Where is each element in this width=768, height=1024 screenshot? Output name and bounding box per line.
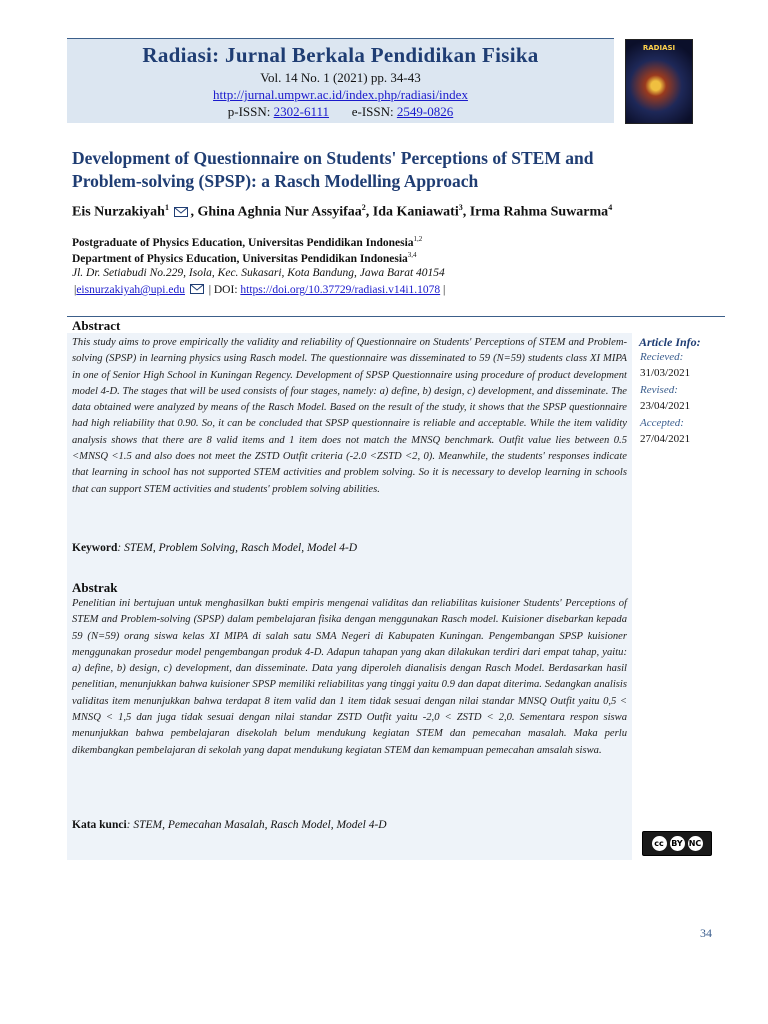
affiliation-text: Department of Physics Education, Universitas Pendidikan Indonesia — [72, 252, 408, 265]
nc-icon: NC — [688, 836, 703, 851]
affiliation-sup: 3,4 — [407, 251, 417, 259]
abstract-text: This study aims to prove empirically the validity and reliability of Questionnaire on Students' Perceptions of STEM and Problem-solving (SPSP) in learning physics using Rasch model. The questionnaire was disseminated to 59 (N=59) students class XI MIPA in one of Senior High School in Kuningan Regency. Development of SPSP Questionnaire using procedure of product development model 4-D. The stages that will be used consists of four stages, namely: a) define, b) design, c) development, and disseminate. The data obtained were analyzed by means of the Rasch Model. Based on the result of the study, it shows that the SPSP questionnaire had high reliability that 0.90. So, it can be concluded that SPSP questionnaire is reliable and acceptable. While the item validity analysis shows that there are 8 valid items and 1 item does not match the MNSQ benchmark. Outfit value lies between 0.5 <MNSQ <1.5 and also does not meet the ZSTD Outfit criteria (-2.0 <ZSTD <2, 0). Meanwhile, the students' responses indicate that learning in school has not supported STEM activities and problem solving. So it is necessary to develop learning in schools that can support STEM activities and students' problem solving abilities. — [72, 337, 627, 495]
paper-title-line1: Development of Questionnaire on Students' Perceptions of STEM and — [72, 148, 594, 168]
accepted-label: Accepted: — [640, 417, 684, 429]
issn-line — [67, 104, 614, 120]
affiliation-1 — [72, 235, 422, 249]
section-divider — [67, 316, 725, 317]
kata-kunci-label: Kata kunci — [72, 819, 127, 831]
affiliation-2 — [72, 251, 417, 265]
journal-header — [67, 38, 614, 123]
affiliation-text: Postgraduate of Physics Education, Universitas Pendidikan Indonesia — [72, 236, 414, 249]
paper-title-line2: Problem-solving (SPSP): a Rasch Modelling Approach — [72, 171, 479, 191]
received-label: Recieved: — [640, 351, 684, 363]
cc-icon: cc — [652, 836, 667, 851]
paper-title — [72, 147, 672, 193]
doi-label: | DOI: — [205, 284, 241, 296]
author-list — [72, 203, 732, 221]
mail-icon[interactable] — [174, 207, 188, 217]
abstrak-text: Penelitian ini bertujuan untuk menghasilkan bukti empiris mengenai validitas dan reliabilitas kuisioner Students' Perceptions of STEM and Problem-solving (SPSP) dalam pembelajaran fisika dengan menggunakan Rasch model. Kuisioner disebarkan kepada 59 (N=59) orang siswa kelas XI MIPA di salah satu SMA Negeri di Kabupaten Kuningan. Pengembangan SPSP kuisioner menggunakan prosedur model pengembangan produk 4-D. Adapun tahapan yang akan dilakukan terdiri dari empat tahap, yaitu: a) define, b) design, c) development, dan disseminate. Data yang diperoleh dianalisis dengan Rasch Model. Berdasarkan hasil penelitian, menunjukkan bahwa kuisioner SPSP memiliki reliabilitas yang tinggi yaitu 0.9 dan dapat diterima. Sedangkan analisis validitas item menunjukkan bahwa terdapat 8 item valid dan 1 item tidak sesuai dengan nilai standar MNSQ Outfit yaitu 0,5 < MNSQ < 1,5 dan juga tidak sesuai dengan nilai standar ZSTD Outfit yaitu -2,0 < ZSTD < 2,0. Sementara respon siswa menunjukkan bahwa pembelajaran disekolah belum mendukung kegiatan STEM dan pemecahan masalah. Maka perlu dikembangkan pembelajaran di sekolah yang dapat mendukung kegiatan STEM dan kemampuan pemecahan amsalah siswa. — [72, 598, 627, 756]
creative-commons-badge[interactable] — [642, 831, 712, 856]
abstrak-heading: Abstrak — [72, 580, 118, 595]
mail-icon[interactable] — [190, 284, 204, 294]
contact-suffix: | — [440, 284, 446, 296]
author-name: Eis Nurzakiyah — [72, 204, 165, 220]
article-info-panel — [634, 333, 726, 860]
eissn-label: e-ISSN: — [351, 104, 397, 119]
keywords — [72, 542, 357, 554]
doi-link[interactable]: https://doi.org/10.37729/radiasi.v14i1.1078 — [240, 284, 441, 296]
by-icon: BY — [670, 836, 685, 851]
revised-date: 23/04/2021 — [640, 400, 691, 412]
journal-title: Radiasi: Jurnal Berkala Pendidikan Fisika — [142, 43, 539, 67]
kata-kunci-values: : STEM, Pemecahan Masalah, Rasch Model, Model 4-D — [126, 819, 387, 831]
abstract-heading: Abstract — [72, 318, 121, 333]
pissn-label: p-ISSN: — [227, 104, 274, 119]
affiliation-sup: 1,2 — [413, 235, 423, 243]
pissn-link[interactable]: 2302-6111 — [273, 104, 329, 119]
email-link[interactable]: eisnurzakiyah@upi.edu — [76, 284, 185, 296]
author-sup: 4 — [608, 203, 613, 212]
page-number: 34 — [700, 926, 712, 940]
kata-kunci — [72, 819, 387, 831]
journal-url-link[interactable]: http://jurnal.umpwr.ac.id/index.php/radiasi/index — [213, 87, 468, 102]
cover-title: RADIASI — [642, 44, 676, 52]
address: Jl. Dr. Setiabudi No.229, Isola, Kec. Sukasari, Kota Bandung, Jawa Barat 40154 — [72, 267, 445, 279]
article-info-title: Article Info: — [639, 335, 701, 349]
keyword-values: : STEM, Problem Solving, Rasch Model, Model 4-D — [117, 542, 358, 554]
author-name: , Ida Kaniawati — [365, 204, 459, 220]
contact-line — [74, 284, 445, 296]
volume-info: Vol. 14 No. 1 (2021) pp. 34-43 — [260, 70, 421, 85]
eissn-link[interactable]: 2549-0826 — [396, 104, 454, 119]
author-sup: 1 — [164, 203, 169, 212]
author-name: , Irma Rahma Suwarma — [462, 204, 609, 220]
author-name: , Ghina Aghnia Nur Assyifaa — [190, 204, 362, 220]
contact-prefix: | — [74, 284, 77, 296]
received-date: 31/03/2021 — [640, 367, 691, 379]
author-sup: 3 — [458, 203, 463, 212]
revised-label: Revised: — [640, 384, 678, 396]
accepted-date: 27/04/2021 — [640, 433, 691, 445]
journal-cover-image — [625, 39, 693, 124]
keyword-label: Keyword — [72, 542, 118, 554]
author-sup: 2 — [361, 203, 366, 212]
